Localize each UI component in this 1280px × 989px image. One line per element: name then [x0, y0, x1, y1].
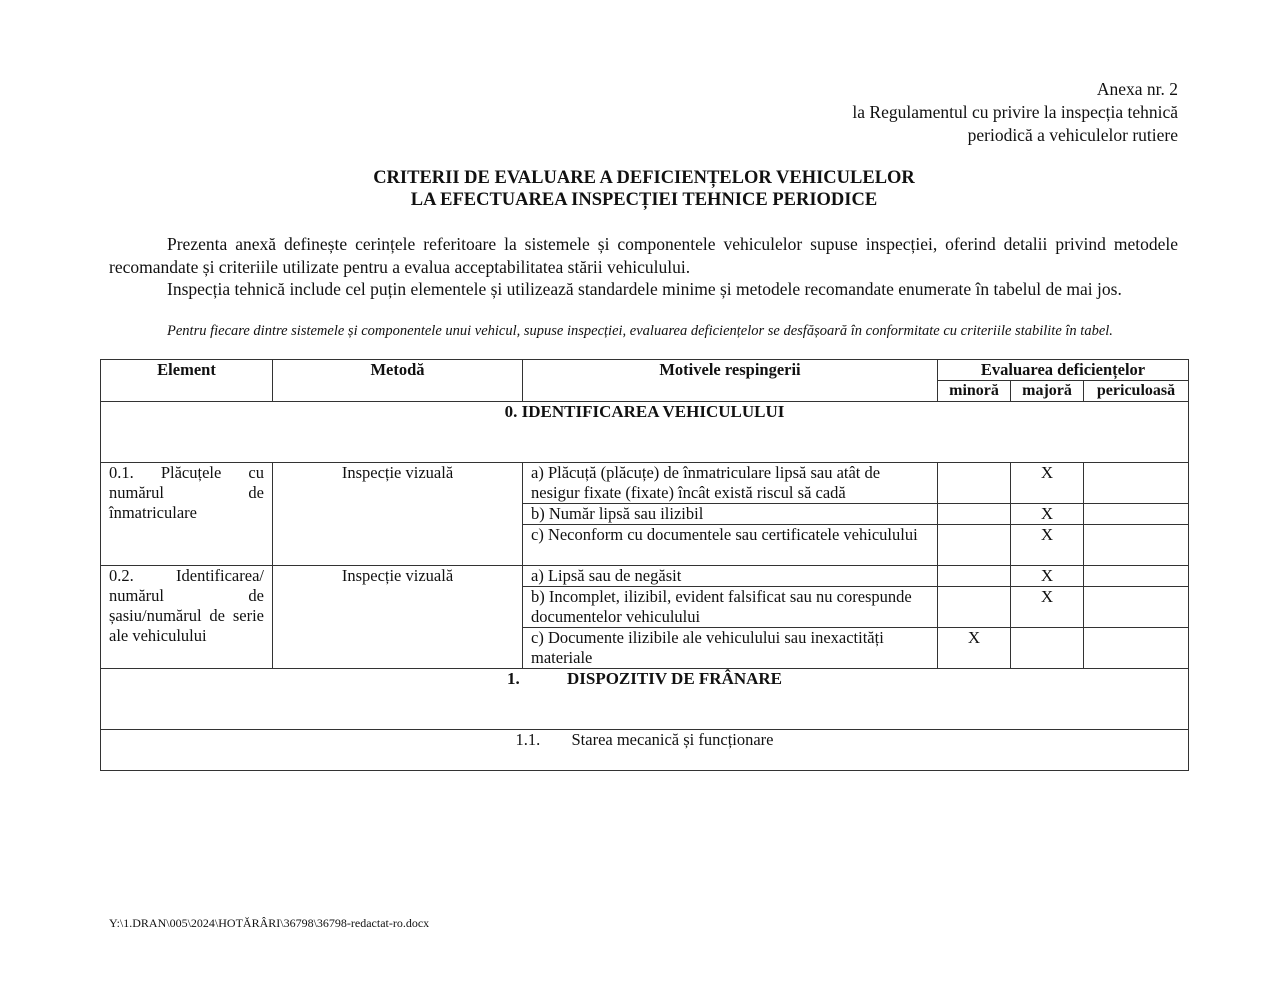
header-major: majoră [1011, 381, 1084, 402]
section-number: 1. [506, 669, 520, 688]
document-title [0, 167, 1280, 211]
major-mark: X [1011, 525, 1084, 566]
reason-cell: a) Lipsă sau de negăsit [523, 566, 938, 587]
intro-paragraph-1: Prezenta anexă definește cerințele referitoare la sistemele și componentele vehiculelor supuse inspecției, oferind detalii privind metodele recomandate și criteriile utilizate pentru a evalua acceptabilitatea stării vehiculului. [109, 234, 1178, 277]
minor-mark [938, 504, 1011, 525]
dangerous-mark [1084, 566, 1189, 587]
major-mark [1011, 628, 1084, 669]
minor-mark: X [938, 628, 1011, 669]
reason-cell: c) Documente ilizibile ale vehiculului sau inexactități materiale [523, 628, 938, 669]
title-line-2: LA EFECTUAREA INSPECȚIEI TEHNICE PERIODICE [410, 190, 878, 210]
intro-text [109, 233, 1178, 301]
dangerous-mark [1084, 504, 1189, 525]
minor-mark [938, 566, 1011, 587]
minor-mark [938, 525, 1011, 566]
reason-cell: b) Număr lipsă sau ilizibil [523, 504, 938, 525]
subsection-title [101, 730, 1189, 771]
element-cell: 0.2. Identificarea/ numărul de șasiu/numărul de serie ale vehiculului [101, 566, 273, 669]
annex-regulation-cont: periodică a vehiculelor rutiere [967, 125, 1178, 145]
section-row [101, 669, 1189, 730]
criteria-table [100, 359, 1189, 771]
minor-mark [938, 587, 1011, 628]
dangerous-mark [1084, 628, 1189, 669]
dangerous-mark [1084, 525, 1189, 566]
method-cell: Inspecție vizuală [273, 463, 523, 566]
header-row [101, 360, 1189, 381]
header-evaluation: Evaluarea deficiențelor [938, 360, 1189, 381]
major-mark: X [1011, 566, 1084, 587]
file-path-footer: Y:\1.DRAN\005\2024\HOTĂRÂRI\36798\36798-redactat-ro.docx [109, 916, 430, 930]
minor-mark [938, 463, 1011, 504]
header-method: Metodă [273, 360, 523, 402]
element-cell: 0.1. Plăcuțele cu numărul de înmatriculare [101, 463, 273, 566]
subsection-row [101, 730, 1189, 771]
intro-paragraph-2: Inspecția tehnică include cel puțin elementele și utilizează standardele minime și metodele recomandate enumerate în tabelul de mai jos. [167, 279, 1122, 299]
header-reasons: Motivele respingerii [523, 360, 938, 402]
dangerous-mark [1084, 463, 1189, 504]
header-element: Element [101, 360, 273, 402]
intro-note: Pentru fiecare dintre sistemele și componentele unui vehicul, supuse inspecției, evaluarea deficiențelor se desfășoară în conformitate cu criteriile stabilite în tabel. [167, 323, 1113, 339]
table-row [101, 463, 1189, 504]
annex-number: Anexa nr. 2 [1096, 79, 1178, 99]
major-mark: X [1011, 504, 1084, 525]
section-row [101, 402, 1189, 463]
annex-regulation: la Regulamentul cu privire la inspecția tehnică [852, 102, 1178, 122]
title-line-1: CRITERII DE EVALUARE A DEFICIENȚELOR VEHICULELOR [373, 168, 915, 188]
section-label: DISPOZITIV DE FRÂNARE [566, 669, 783, 688]
major-mark: X [1011, 463, 1084, 504]
reason-cell: b) Incomplet, ilizibil, evident falsificat sau nu corespunde documentelor vehiculului [523, 587, 938, 628]
header-dangerous: periculoasă [1084, 381, 1189, 402]
annex-reference [852, 78, 1178, 147]
section-title [101, 669, 1189, 730]
subsection-label: Starea mecanică și funcționare [571, 730, 774, 749]
reason-cell: c) Neconform cu documentele sau certificatele vehiculului [523, 525, 938, 566]
dangerous-mark [1084, 587, 1189, 628]
reason-cell: a) Plăcuță (plăcuțe) de înmatriculare lipsă sau atât de nesigur fixate (fixate) încât există riscul să cadă [523, 463, 938, 504]
table-row [101, 566, 1189, 587]
method-cell: Inspecție vizuală [273, 566, 523, 669]
subsection-number: 1.1. [515, 730, 541, 749]
section-title: 0. IDENTIFICAREA VEHICULULUI [101, 402, 1189, 463]
header-minor: minoră [938, 381, 1011, 402]
major-mark: X [1011, 587, 1084, 628]
